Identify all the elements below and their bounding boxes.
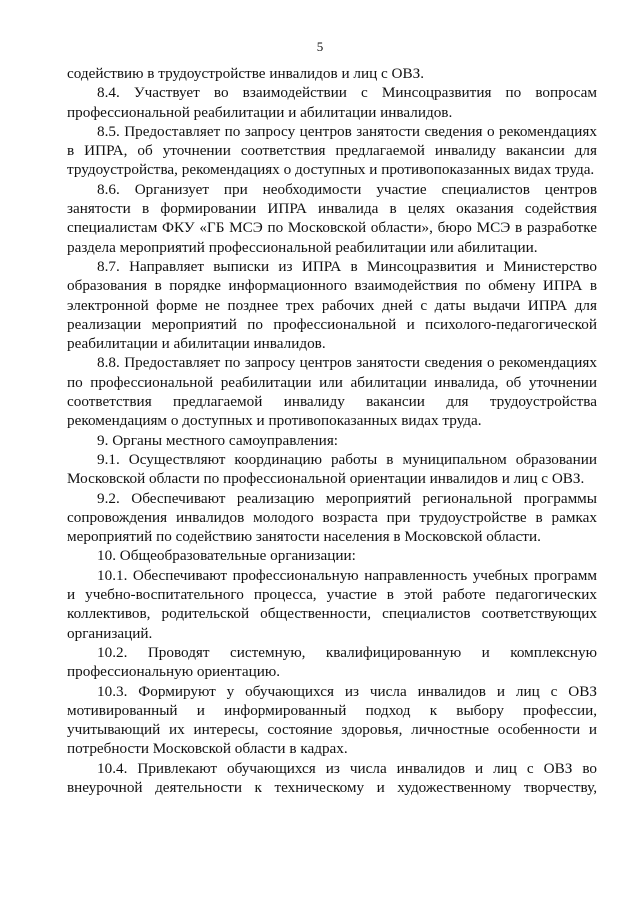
paragraph-8-6: 8.6. Организует при необходимости участие специалистов центров занятости в формировании ИПРА инвалида в целях оказания содействия специалистам ФКУ «ГБ МСЭ по Московской области», бюро МСЭ в разработке раздела мероприятий профессиональной реабилитации или абилитации. (67, 180, 597, 256)
paragraph-9-2: 9.2. Обеспечивают реализацию мероприятий региональной программы сопровождения инвалидов молодого возраста при трудоустройстве в рамках мероприятий по содействию занятости населения в Московской области. (67, 489, 597, 546)
paragraph-8-8: 8.8. Предоставляет по запросу центров занятости сведения о рекомендациях по профессиональной реабилитации или абилитации инвалида, об уточнении соответствия предлагаемой инвалиду вакансии для трудоустройства рекомендациям о доступных и противопоказанных видах труда. (67, 354, 597, 430)
paragraph-9-heading: 9. Органы местного самоуправления: (97, 431, 339, 449)
paragraph-8-7: 8.7. Направляет выписки из ИПРА в Минсоцразвития и Министерство образования в порядке информационного взаимодействия по обмену ИПРА в электронной форме не позднее трех рабочих дней с даты выдачи ИПРА для реализации мероприятий по профессиональной и психолого-педагогической реабилитации и абилитации инвалидов. (67, 257, 597, 353)
paragraph-10-4: 10.4. Привлекают обучающихся из числа инвалидов и лиц с ОВЗ во внеурочной деятельности к техническому и художественному творчеству, (67, 759, 597, 796)
paragraph-10-2: 10.2. Проводят системную, квалифицированную и комплексную профессиональную ориентацию. (67, 643, 597, 681)
paragraph-9-1: 9.1. Осуществляют координацию работы в муниципальном образовании Московской области по профессиональной ориентации инвалидов и лиц с ОВЗ. (67, 450, 597, 488)
document-body (67, 64, 597, 797)
paragraph-8-5: 8.5. Предоставляет по запросу центров занятости сведения о рекомендациях в ИПРА, об уточнении соответствия предлагаемой инвалиду вакансии для трудоустройства, рекомендациях о доступных и противопоказанных видах труда. (67, 122, 597, 179)
paragraph-8-4: 8.4. Участвует во взаимодействии с Минсоцразвития по вопросам профессиональной реабилитации и абилитации инвалидов. (67, 84, 597, 121)
paragraph-10-3: 10.3. Формируют у обучающихся из числа инвалидов и лиц с ОВЗ мотивированный и информированный подход к выбору профессии, учитывающий их интересы, состояние здоровья, личностные особенности и потребности Московской области в кадрах. (67, 682, 597, 758)
page-number: 5 (316, 39, 324, 54)
paragraph-10-1: 10.1. Обеспечивают профессиональную направленность учебных программ и учебно-воспитательного процесса, участие в этой работе педагогических коллективов, родительской общественности, специалистов соответствующих организаций. (67, 566, 597, 642)
paragraph-10-heading: 10. Общеобразовательные организации: (97, 547, 356, 565)
paragraph-continuation: содействию в трудоустройстве инвалидов и лиц с ОВЗ. (67, 65, 425, 82)
